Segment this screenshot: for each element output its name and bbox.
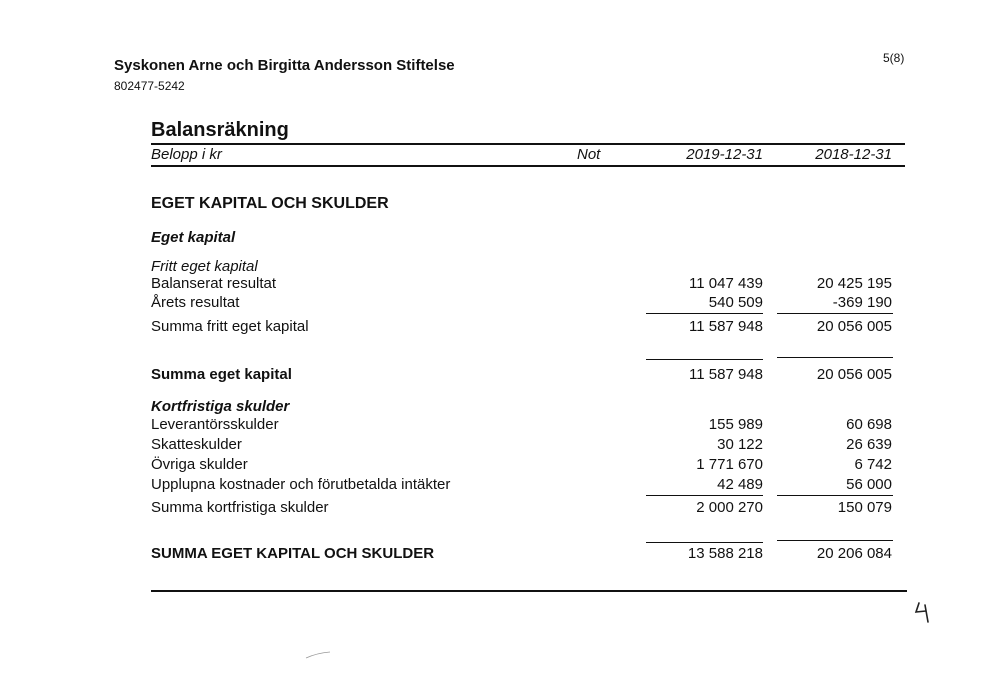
row-label: Balanserat resultat bbox=[151, 275, 277, 292]
row-value-current: 1 771 670 bbox=[696, 456, 763, 473]
row-value-previous: 6 742 bbox=[854, 456, 892, 473]
table-row bbox=[0, 275, 991, 295]
section-heading: EGET KAPITAL OCH SKULDER bbox=[151, 195, 389, 212]
short-term-heading: Kortfristiga skulder bbox=[151, 398, 290, 415]
free-equity-heading: Fritt eget kapital bbox=[151, 258, 258, 275]
subtotal-row bbox=[0, 499, 991, 519]
row-value-previous: 56 000 bbox=[846, 476, 892, 493]
page-number: 5(8) bbox=[883, 51, 905, 65]
row-label: Summa fritt eget kapital bbox=[151, 318, 309, 335]
row-label: Summa kortfristiga skulder bbox=[151, 499, 329, 516]
row-label: SUMMA EGET KAPITAL OCH SKULDER bbox=[151, 545, 435, 562]
handwritten-mark bbox=[913, 600, 933, 624]
header-rule bbox=[151, 165, 905, 167]
grand-total-rule-current bbox=[646, 542, 763, 543]
grand-total-row bbox=[0, 545, 991, 565]
row-value-current: 42 489 bbox=[717, 476, 763, 493]
row-value-current: 155 989 bbox=[708, 416, 763, 433]
table-row bbox=[0, 294, 991, 314]
note-column-header: Not bbox=[577, 146, 601, 163]
row-label: Övriga skulder bbox=[151, 456, 248, 473]
equity-heading: Eget kapital bbox=[151, 229, 236, 246]
row-value-current: 11 587 948 bbox=[689, 366, 763, 383]
subtotal-row bbox=[0, 318, 991, 338]
row-value-current: 11 587 948 bbox=[689, 318, 763, 335]
grand-total-rule-previous bbox=[777, 540, 893, 541]
total-rule-current bbox=[646, 359, 763, 360]
table-row bbox=[0, 416, 991, 436]
row-value-current: 13 588 218 bbox=[687, 545, 763, 562]
current-year-header: 2019-12-31 bbox=[686, 146, 763, 163]
scan-smudge bbox=[305, 650, 331, 660]
row-label: Upplupna kostnader och förutbetalda intäkter bbox=[151, 476, 451, 493]
statement-title: Balansräkning bbox=[151, 119, 289, 141]
previous-year-header: 2018-12-31 bbox=[815, 146, 892, 163]
table-row bbox=[0, 436, 991, 456]
row-label: Skatteskulder bbox=[151, 436, 242, 453]
row-value-previous: 60 698 bbox=[846, 416, 892, 433]
amount-label: Belopp i kr bbox=[151, 146, 222, 163]
row-value-previous: 150 079 bbox=[837, 499, 892, 516]
subtotal-rule-current bbox=[646, 313, 763, 314]
total-row bbox=[0, 366, 991, 386]
table-row bbox=[0, 456, 991, 476]
subtotal-rule-current bbox=[646, 495, 763, 496]
organization-name: Syskonen Arne och Birgitta Andersson Stiftelse bbox=[114, 57, 455, 74]
total-rule-previous bbox=[777, 357, 893, 358]
table-row bbox=[0, 476, 991, 496]
row-value-current: 30 122 bbox=[717, 436, 763, 453]
row-value-previous: 26 639 bbox=[846, 436, 892, 453]
subtotal-rule-previous bbox=[777, 313, 893, 314]
title-rule bbox=[151, 143, 905, 145]
row-label: Leverantörsskulder bbox=[151, 416, 279, 433]
row-label: Årets resultat bbox=[151, 294, 240, 311]
row-value-previous: 20 425 195 bbox=[816, 275, 892, 292]
row-value-previous: 20 056 005 bbox=[816, 318, 892, 335]
organization-number: 802477-5242 bbox=[114, 79, 185, 93]
row-label: Summa eget kapital bbox=[151, 366, 292, 383]
row-value-current: 11 047 439 bbox=[689, 275, 763, 292]
subtotal-rule-previous bbox=[777, 495, 893, 496]
bottom-rule bbox=[151, 590, 907, 592]
row-value-current: 2 000 270 bbox=[696, 499, 763, 516]
row-value-previous: 20 206 084 bbox=[816, 545, 892, 562]
row-value-previous: 20 056 005 bbox=[816, 366, 892, 383]
row-value-previous: -369 190 bbox=[832, 294, 892, 311]
row-value-current: 540 509 bbox=[708, 294, 763, 311]
